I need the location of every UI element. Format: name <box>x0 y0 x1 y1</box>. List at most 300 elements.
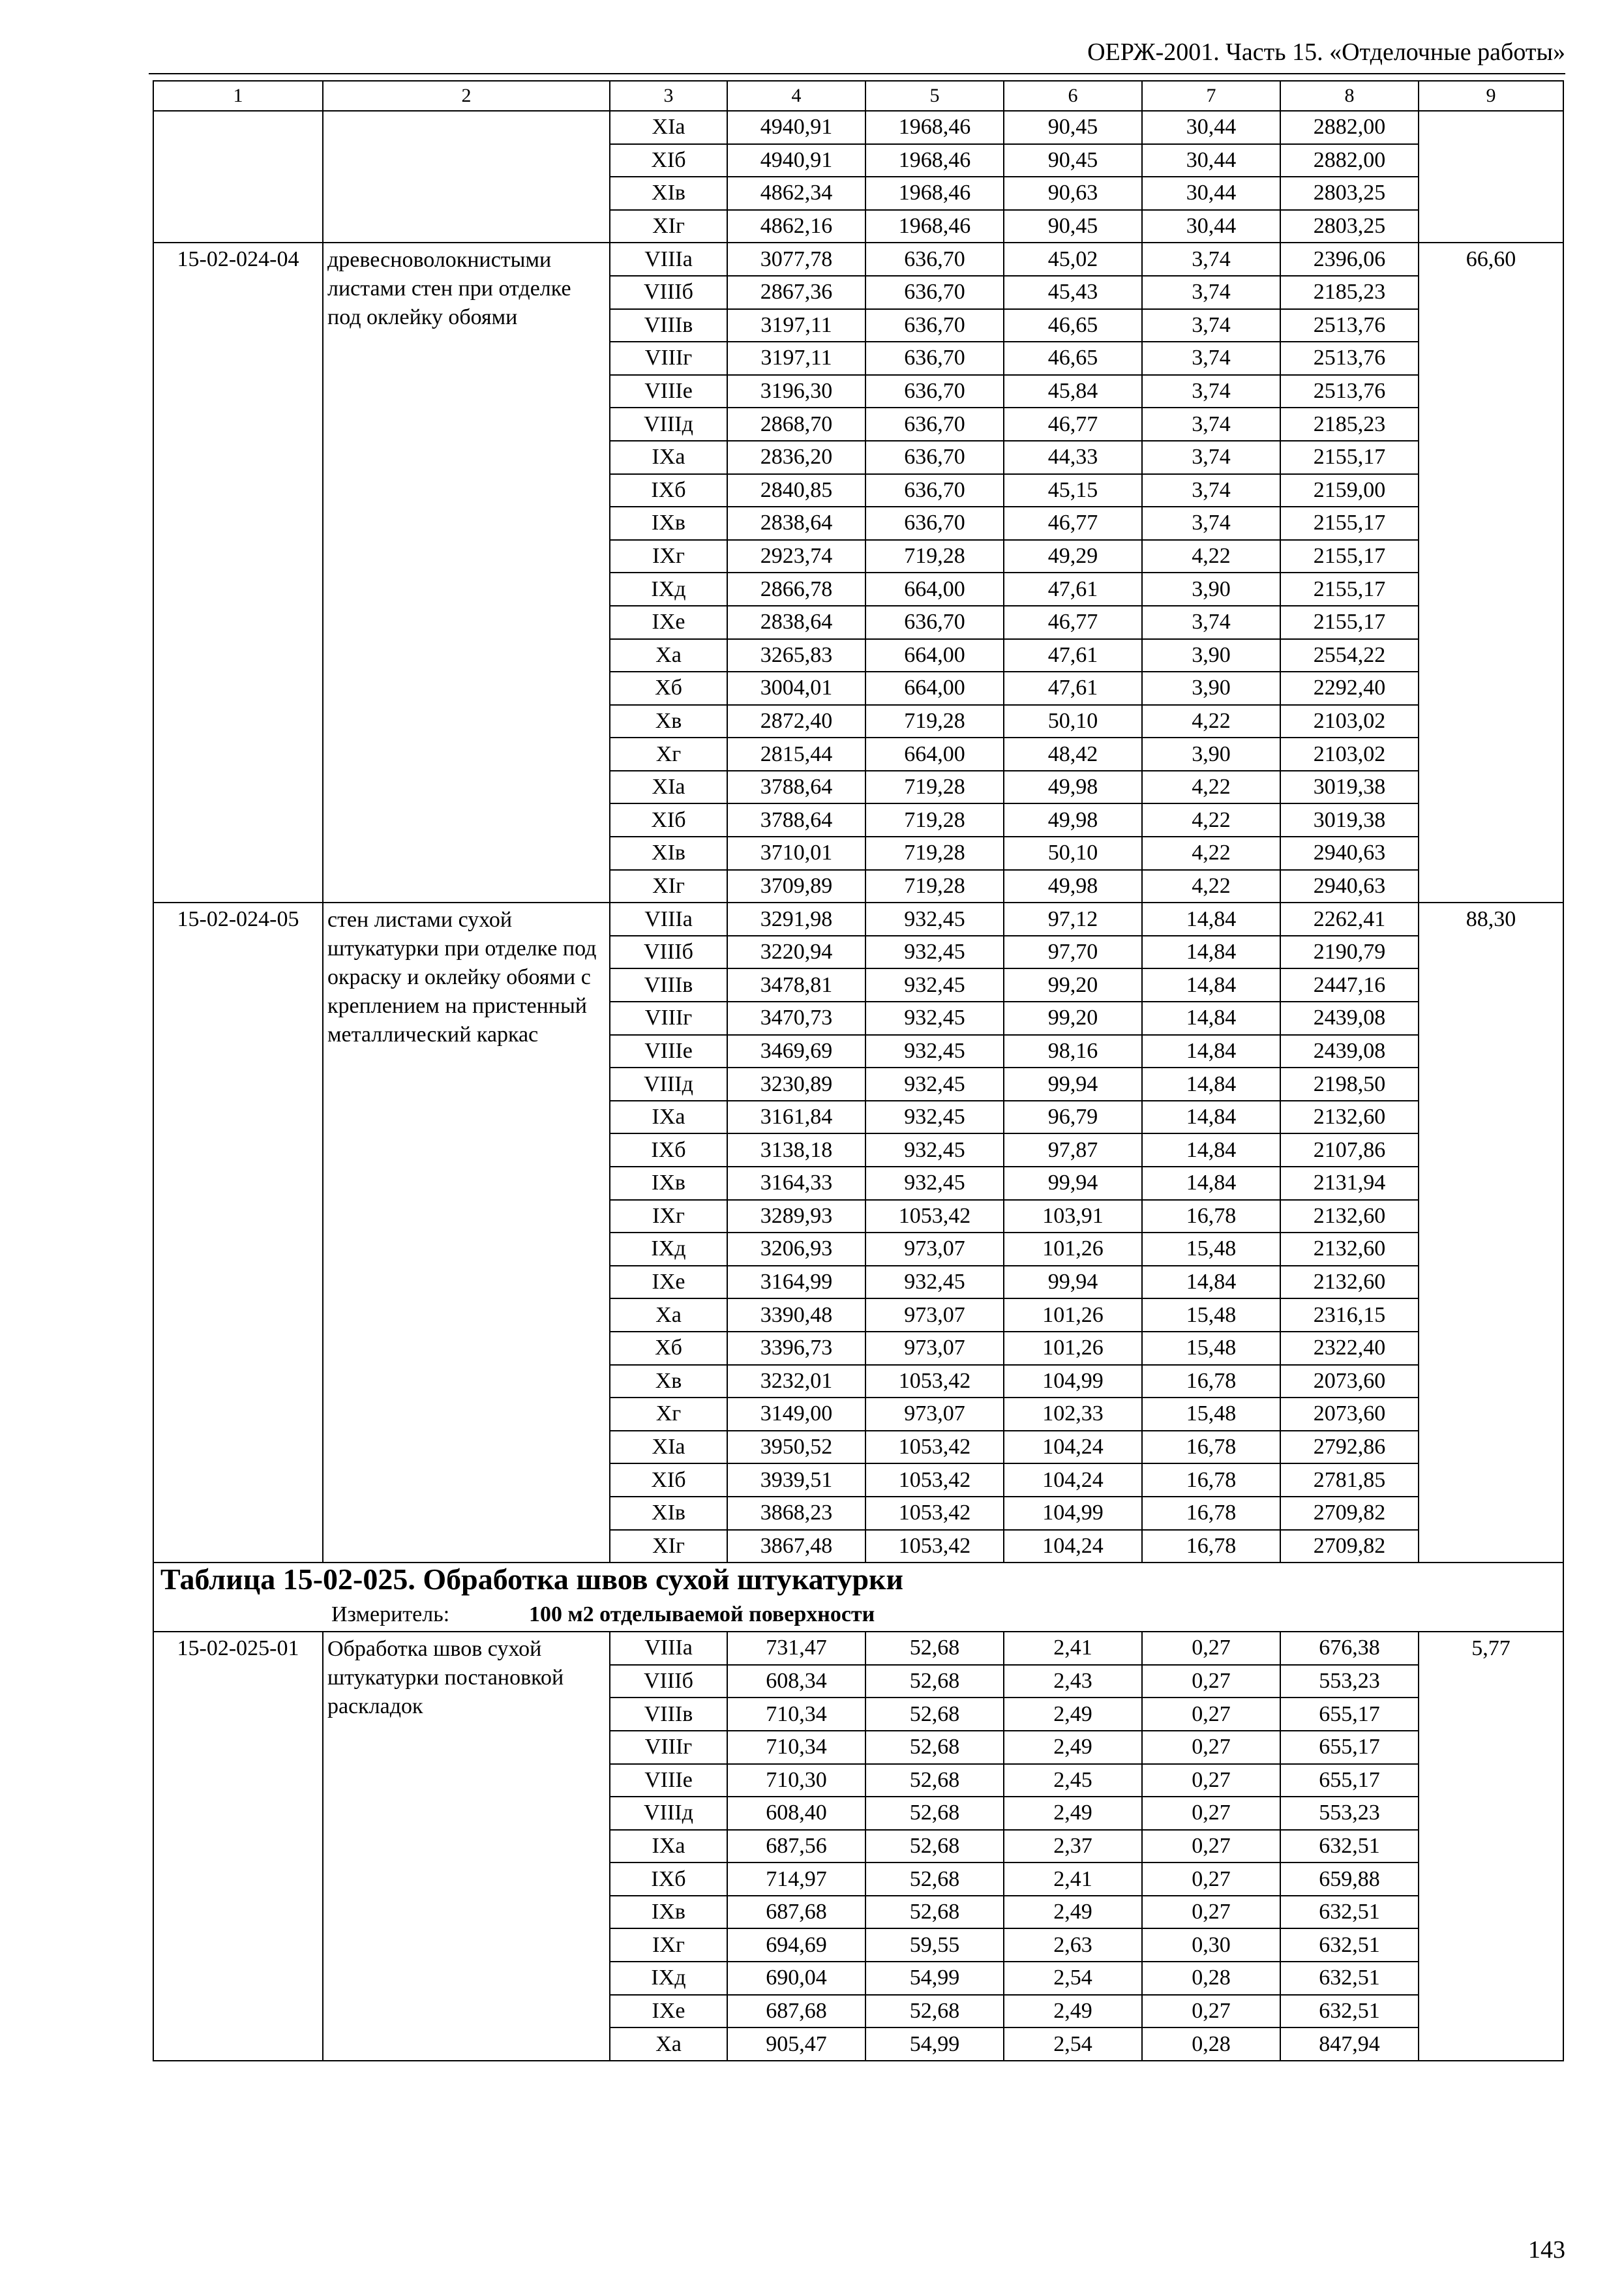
machine-cost-cell: 47,61 <box>1004 639 1142 672</box>
zone-cell: VIIIе <box>610 375 727 408</box>
materials-cost-cell: 655,17 <box>1280 1764 1419 1797</box>
zone-cell: VIIIд <box>610 1068 727 1101</box>
header-rule <box>149 73 1565 74</box>
materials-cost-cell: 2781,85 <box>1280 1463 1419 1497</box>
machine-cost-cell: 50,10 <box>1004 705 1142 738</box>
materials-cost-cell: 632,51 <box>1280 1995 1419 2028</box>
zone-cell: IXб <box>610 1133 727 1167</box>
labor-cost-cell: 973,07 <box>865 1332 1004 1365</box>
operator-wage-cell: 4,22 <box>1142 870 1280 903</box>
total-cost-cell: 3138,18 <box>727 1133 865 1167</box>
zone-cell: XIб <box>610 144 727 177</box>
zone-cell: Xа <box>610 1298 727 1332</box>
machine-cost-cell: 90,45 <box>1004 210 1142 243</box>
zone-cell: VIIIа <box>610 1632 727 1665</box>
total-cost-cell: 3196,30 <box>727 375 865 408</box>
operator-wage-cell: 16,78 <box>1142 1365 1280 1398</box>
zone-cell: Xв <box>610 705 727 738</box>
materials-cost-cell: 2103,02 <box>1280 738 1419 771</box>
operator-wage-cell: 30,44 <box>1142 177 1280 210</box>
column-number: 4 <box>727 81 865 111</box>
machine-cost-cell: 2,49 <box>1004 1731 1142 1764</box>
operator-wage-cell: 3,74 <box>1142 606 1280 639</box>
zone-cell: IXв <box>610 1896 727 1929</box>
rate-code: 15-02-024-05 <box>153 903 323 1563</box>
operator-wage-cell: 16,78 <box>1142 1497 1280 1530</box>
materials-cost-cell: 2882,00 <box>1280 144 1419 177</box>
labor-cost-cell: 636,70 <box>865 507 1004 540</box>
total-cost-cell: 687,68 <box>727 1896 865 1929</box>
machine-cost-cell: 97,70 <box>1004 936 1142 969</box>
labor-cost-cell: 932,45 <box>865 903 1004 936</box>
labor-cost-cell: 932,45 <box>865 1002 1004 1035</box>
total-cost-cell: 2923,74 <box>727 540 865 573</box>
operator-wage-cell: 4,22 <box>1142 771 1280 804</box>
materials-cost-cell: 2262,41 <box>1280 903 1419 936</box>
zone-cell: IXе <box>610 1995 727 2028</box>
operator-wage-cell: 14,84 <box>1142 1266 1280 1299</box>
machine-cost-cell: 101,26 <box>1004 1233 1142 1266</box>
machine-cost-cell: 2,41 <box>1004 1632 1142 1665</box>
zone-cell: XIг <box>610 210 727 243</box>
materials-cost-cell: 2103,02 <box>1280 705 1419 738</box>
operator-wage-cell: 0,27 <box>1142 1698 1280 1731</box>
machine-cost-cell: 96,79 <box>1004 1101 1142 1134</box>
labor-cost-cell: 1968,46 <box>865 177 1004 210</box>
total-cost-cell: 2872,40 <box>727 705 865 738</box>
materials-cost-cell: 2131,94 <box>1280 1167 1419 1200</box>
materials-cost-cell: 632,51 <box>1280 1962 1419 1995</box>
materials-cost-cell: 2107,86 <box>1280 1133 1419 1167</box>
machine-cost-cell: 97,87 <box>1004 1133 1142 1167</box>
labor-cost-cell: 932,45 <box>865 1266 1004 1299</box>
materials-cost-cell: 2439,08 <box>1280 1002 1419 1035</box>
total-cost-cell: 3868,23 <box>727 1497 865 1530</box>
materials-cost-cell: 2155,17 <box>1280 606 1419 639</box>
total-cost-cell: 687,56 <box>727 1830 865 1863</box>
labor-cost-cell: 932,45 <box>865 968 1004 1002</box>
operator-wage-cell: 14,84 <box>1142 1167 1280 1200</box>
labor-cost-cell: 932,45 <box>865 936 1004 969</box>
labor-cost-cell: 664,00 <box>865 672 1004 705</box>
materials-cost-cell: 659,88 <box>1280 1863 1419 1896</box>
zone-cell: VIIIе <box>610 1035 727 1068</box>
page-header: ОЕРЖ-2001. Часть 15. «Отделочные работы» <box>1087 38 1565 66</box>
labor-cost-cell: 1053,42 <box>865 1497 1004 1530</box>
machine-cost-cell: 103,91 <box>1004 1200 1142 1233</box>
labor-cost-cell: 59,55 <box>865 1928 1004 1962</box>
table-row <box>153 243 1563 276</box>
total-cost-cell: 3788,64 <box>727 803 865 837</box>
total-cost-cell: 687,68 <box>727 1995 865 2028</box>
zone-cell: IXд <box>610 1962 727 1995</box>
materials-cost-cell: 2132,60 <box>1280 1101 1419 1134</box>
materials-cost-cell: 2198,50 <box>1280 1068 1419 1101</box>
machine-cost-cell: 46,65 <box>1004 342 1142 375</box>
operator-wage-cell: 0,28 <box>1142 2027 1280 2061</box>
labor-cost-cell: 636,70 <box>865 342 1004 375</box>
materials-cost-cell: 2316,15 <box>1280 1298 1419 1332</box>
operator-wage-cell: 3,74 <box>1142 507 1280 540</box>
labor-cost-cell: 1053,42 <box>865 1365 1004 1398</box>
materials-cost-cell: 2185,23 <box>1280 408 1419 441</box>
total-cost-cell: 3390,48 <box>727 1298 865 1332</box>
rate-code <box>153 111 323 243</box>
rate-code: 15-02-025-01 <box>153 1632 323 2061</box>
table-row <box>153 903 1563 936</box>
total-cost-cell: 3232,01 <box>727 1365 865 1398</box>
materials-cost-cell: 2073,60 <box>1280 1398 1419 1431</box>
operator-wage-cell: 14,84 <box>1142 903 1280 936</box>
operator-wage-cell: 0,27 <box>1142 1896 1280 1929</box>
zone-cell: XIа <box>610 771 727 804</box>
machine-cost-cell: 44,33 <box>1004 441 1142 474</box>
labor-cost-cell: 719,28 <box>865 870 1004 903</box>
labor-cost-cell: 664,00 <box>865 639 1004 672</box>
zone-cell: IXе <box>610 606 727 639</box>
operator-wage-cell: 0,27 <box>1142 1665 1280 1698</box>
operator-wage-cell: 3,90 <box>1142 573 1280 606</box>
zone-cell: IXв <box>610 507 727 540</box>
machine-cost-cell: 45,02 <box>1004 243 1142 276</box>
labor-cost-cell: 973,07 <box>865 1398 1004 1431</box>
rate-description: стен листами сухой штукатурки при отделке под окраску и оклейку обоями с креплением на пристенный металлический каркас <box>323 903 610 1563</box>
total-cost-cell: 905,47 <box>727 2027 865 2061</box>
total-cost-cell: 3469,69 <box>727 1035 865 1068</box>
labor-cost-cell: 636,70 <box>865 441 1004 474</box>
total-cost-cell: 608,34 <box>727 1665 865 1698</box>
zone-cell: VIIIд <box>610 408 727 441</box>
total-cost-cell: 3161,84 <box>727 1101 865 1134</box>
column-number-row <box>153 81 1563 111</box>
machine-cost-cell: 2,45 <box>1004 1764 1142 1797</box>
machine-cost-cell: 2,54 <box>1004 1962 1142 1995</box>
machine-cost-cell: 49,98 <box>1004 803 1142 837</box>
materials-cost-cell: 2803,25 <box>1280 177 1419 210</box>
labor-cost-cell: 52,68 <box>865 1764 1004 1797</box>
materials-cost-cell: 676,38 <box>1280 1632 1419 1665</box>
zone-cell: IXе <box>610 1266 727 1299</box>
operator-wage-cell: 3,74 <box>1142 243 1280 276</box>
zone-cell: XIб <box>610 1463 727 1497</box>
zone-cell: VIIIг <box>610 342 727 375</box>
table-title-row <box>153 1563 1563 1632</box>
column-number: 7 <box>1142 81 1280 111</box>
machine-cost-cell: 45,84 <box>1004 375 1142 408</box>
materials-cost-cell: 2709,82 <box>1280 1530 1419 1563</box>
machine-cost-cell: 99,20 <box>1004 968 1142 1002</box>
operator-wage-cell: 16,78 <box>1142 1200 1280 1233</box>
labor-hours-cell: 88,30 <box>1419 903 1563 1563</box>
zone-cell: IXв <box>610 1167 727 1200</box>
materials-cost-cell: 2513,76 <box>1280 342 1419 375</box>
materials-cost-cell: 2792,86 <box>1280 1431 1419 1464</box>
zone-cell: IXг <box>610 1200 727 1233</box>
zone-cell: Xа <box>610 639 727 672</box>
labor-cost-cell: 52,68 <box>865 1698 1004 1731</box>
labor-cost-cell: 636,70 <box>865 243 1004 276</box>
zone-cell: XIб <box>610 803 727 837</box>
total-cost-cell: 3197,11 <box>727 342 865 375</box>
materials-cost-cell: 2190,79 <box>1280 936 1419 969</box>
materials-cost-cell: 2155,17 <box>1280 573 1419 606</box>
machine-cost-cell: 2,49 <box>1004 1797 1142 1830</box>
operator-wage-cell: 15,48 <box>1142 1398 1280 1431</box>
machine-cost-cell: 90,45 <box>1004 144 1142 177</box>
operator-wage-cell: 3,90 <box>1142 672 1280 705</box>
total-cost-cell: 3206,93 <box>727 1233 865 1266</box>
machine-cost-cell: 104,99 <box>1004 1497 1142 1530</box>
operator-wage-cell: 14,84 <box>1142 1133 1280 1167</box>
operator-wage-cell: 0,27 <box>1142 1797 1280 1830</box>
labor-cost-cell: 932,45 <box>865 1167 1004 1200</box>
materials-cost-cell: 2155,17 <box>1280 441 1419 474</box>
labor-cost-cell: 719,28 <box>865 771 1004 804</box>
total-cost-cell: 3950,52 <box>727 1431 865 1464</box>
machine-cost-cell: 48,42 <box>1004 738 1142 771</box>
zone-cell: IXг <box>610 1928 727 1962</box>
operator-wage-cell: 3,74 <box>1142 309 1280 342</box>
total-cost-cell: 3709,89 <box>727 870 865 903</box>
machine-cost-cell: 104,24 <box>1004 1530 1142 1563</box>
machine-cost-cell: 46,77 <box>1004 606 1142 639</box>
materials-cost-cell: 553,23 <box>1280 1665 1419 1698</box>
zone-cell: VIIIв <box>610 1698 727 1731</box>
machine-cost-cell: 49,98 <box>1004 771 1142 804</box>
table-title-cell <box>153 1563 1563 1632</box>
zone-cell: Xв <box>610 1365 727 1398</box>
labor-cost-cell: 719,28 <box>865 705 1004 738</box>
total-cost-cell: 3289,93 <box>727 1200 865 1233</box>
labor-cost-cell: 664,00 <box>865 573 1004 606</box>
total-cost-cell: 3470,73 <box>727 1002 865 1035</box>
operator-wage-cell: 30,44 <box>1142 111 1280 144</box>
machine-cost-cell: 99,94 <box>1004 1068 1142 1101</box>
rate-description: Обработка швов сухой штукатурки постановкой раскладок <box>323 1632 610 2061</box>
materials-cost-cell: 2073,60 <box>1280 1365 1419 1398</box>
operator-wage-cell: 14,84 <box>1142 1068 1280 1101</box>
operator-wage-cell: 3,74 <box>1142 276 1280 309</box>
machine-cost-cell: 2,43 <box>1004 1665 1142 1698</box>
total-cost-cell: 3164,33 <box>727 1167 865 1200</box>
zone-cell: VIIIа <box>610 243 727 276</box>
column-number: 6 <box>1004 81 1142 111</box>
total-cost-cell: 3788,64 <box>727 771 865 804</box>
total-cost-cell: 4940,91 <box>727 111 865 144</box>
zone-cell: IXа <box>610 1101 727 1134</box>
machine-cost-cell: 98,16 <box>1004 1035 1142 1068</box>
zone-cell: VIIIе <box>610 1764 727 1797</box>
operator-wage-cell: 3,74 <box>1142 441 1280 474</box>
total-cost-cell: 3396,73 <box>727 1332 865 1365</box>
zone-cell: IXа <box>610 1830 727 1863</box>
total-cost-cell: 3939,51 <box>727 1463 865 1497</box>
materials-cost-cell: 2292,40 <box>1280 672 1419 705</box>
operator-wage-cell: 4,22 <box>1142 705 1280 738</box>
labor-cost-cell: 636,70 <box>865 606 1004 639</box>
machine-cost-cell: 99,20 <box>1004 1002 1142 1035</box>
column-number: 2 <box>323 81 610 111</box>
zone-cell: VIIIа <box>610 903 727 936</box>
column-number: 9 <box>1419 81 1563 111</box>
column-number: 8 <box>1280 81 1419 111</box>
labor-cost-cell: 1968,46 <box>865 144 1004 177</box>
machine-cost-cell: 102,33 <box>1004 1398 1142 1431</box>
operator-wage-cell: 30,44 <box>1142 144 1280 177</box>
zone-cell: VIIIб <box>610 936 727 969</box>
machine-cost-cell: 46,65 <box>1004 309 1142 342</box>
total-cost-cell: 2838,64 <box>727 606 865 639</box>
rate-description: древесноволокнистыми листами стен при отделке под оклейку обоями <box>323 243 610 903</box>
total-cost-cell: 3867,48 <box>727 1530 865 1563</box>
materials-cost-cell: 847,94 <box>1280 2027 1419 2061</box>
zone-cell: XIа <box>610 111 727 144</box>
materials-cost-cell: 2882,00 <box>1280 111 1419 144</box>
unit-value: 100 м2 отделываемой поверхности <box>529 1602 875 1627</box>
labor-cost-cell: 1968,46 <box>865 111 1004 144</box>
operator-wage-cell: 14,84 <box>1142 936 1280 969</box>
materials-cost-cell: 2132,60 <box>1280 1233 1419 1266</box>
operator-wage-cell: 4,22 <box>1142 540 1280 573</box>
materials-cost-cell: 2940,63 <box>1280 870 1419 903</box>
machine-cost-cell: 49,29 <box>1004 540 1142 573</box>
materials-cost-cell: 2554,22 <box>1280 639 1419 672</box>
machine-cost-cell: 2,63 <box>1004 1928 1142 1962</box>
labor-cost-cell: 636,70 <box>865 309 1004 342</box>
labor-cost-cell: 52,68 <box>865 1632 1004 1665</box>
zone-cell: Xа <box>610 2027 727 2061</box>
machine-cost-cell: 2,49 <box>1004 1698 1142 1731</box>
materials-cost-cell: 2396,06 <box>1280 243 1419 276</box>
zone-cell: IXд <box>610 1233 727 1266</box>
labor-cost-cell: 973,07 <box>865 1298 1004 1332</box>
labor-cost-cell: 932,45 <box>865 1133 1004 1167</box>
materials-cost-cell: 632,51 <box>1280 1896 1419 1929</box>
unit-label: Измеритель: <box>331 1602 450 1627</box>
materials-cost-cell: 2439,08 <box>1280 1035 1419 1068</box>
operator-wage-cell: 3,74 <box>1142 474 1280 507</box>
machine-cost-cell: 99,94 <box>1004 1167 1142 1200</box>
operator-wage-cell: 0,27 <box>1142 1863 1280 1896</box>
materials-cost-cell: 553,23 <box>1280 1797 1419 1830</box>
materials-cost-cell: 2132,60 <box>1280 1266 1419 1299</box>
operator-wage-cell: 15,48 <box>1142 1298 1280 1332</box>
labor-cost-cell: 1053,42 <box>865 1431 1004 1464</box>
materials-cost-cell: 2803,25 <box>1280 210 1419 243</box>
total-cost-cell: 2840,85 <box>727 474 865 507</box>
machine-cost-cell: 2,41 <box>1004 1863 1142 1896</box>
page-number: 143 <box>1528 2236 1565 2264</box>
total-cost-cell: 3265,83 <box>727 639 865 672</box>
operator-wage-cell: 3,74 <box>1142 408 1280 441</box>
total-cost-cell: 4862,16 <box>727 210 865 243</box>
labor-cost-cell: 932,45 <box>865 1101 1004 1134</box>
materials-cost-cell: 2513,76 <box>1280 309 1419 342</box>
total-cost-cell: 4940,91 <box>727 144 865 177</box>
operator-wage-cell: 0,27 <box>1142 1830 1280 1863</box>
rates-table <box>153 80 1564 2061</box>
zone-cell: VIIIг <box>610 1002 727 1035</box>
zone-cell: IXб <box>610 1863 727 1896</box>
operator-wage-cell: 3,74 <box>1142 342 1280 375</box>
labor-cost-cell: 636,70 <box>865 375 1004 408</box>
zone-cell: XIв <box>610 837 727 870</box>
machine-cost-cell: 2,49 <box>1004 1995 1142 2028</box>
total-cost-cell: 710,34 <box>727 1698 865 1731</box>
machine-cost-cell: 45,43 <box>1004 276 1142 309</box>
materials-cost-cell: 2447,16 <box>1280 968 1419 1002</box>
materials-cost-cell: 632,51 <box>1280 1830 1419 1863</box>
machine-cost-cell: 90,63 <box>1004 177 1142 210</box>
total-cost-cell: 2815,44 <box>727 738 865 771</box>
labor-cost-cell: 52,68 <box>865 1797 1004 1830</box>
total-cost-cell: 2867,36 <box>727 276 865 309</box>
materials-cost-cell: 2940,63 <box>1280 837 1419 870</box>
operator-wage-cell: 3,90 <box>1142 738 1280 771</box>
table-body <box>153 81 1563 2061</box>
materials-cost-cell: 2322,40 <box>1280 1332 1419 1365</box>
labor-cost-cell: 52,68 <box>865 1731 1004 1764</box>
zone-cell: XIв <box>610 177 727 210</box>
materials-cost-cell: 2513,76 <box>1280 375 1419 408</box>
zone-cell: XIг <box>610 870 727 903</box>
machine-cost-cell: 90,45 <box>1004 111 1142 144</box>
materials-cost-cell: 2159,00 <box>1280 474 1419 507</box>
labor-cost-cell: 719,28 <box>865 803 1004 837</box>
machine-cost-cell: 49,98 <box>1004 870 1142 903</box>
zone-cell: XIв <box>610 1497 727 1530</box>
total-cost-cell: 3197,11 <box>727 309 865 342</box>
operator-wage-cell: 30,44 <box>1142 210 1280 243</box>
operator-wage-cell: 4,22 <box>1142 803 1280 837</box>
zone-cell: IXб <box>610 474 727 507</box>
zone-cell: Xб <box>610 672 727 705</box>
zone-cell: VIIIб <box>610 276 727 309</box>
zone-cell: VIIIб <box>610 1665 727 1698</box>
materials-cost-cell: 3019,38 <box>1280 771 1419 804</box>
machine-cost-cell: 104,24 <box>1004 1463 1142 1497</box>
operator-wage-cell: 14,84 <box>1142 1002 1280 1035</box>
labor-cost-cell: 1053,42 <box>865 1200 1004 1233</box>
machine-cost-cell: 104,24 <box>1004 1431 1142 1464</box>
zone-cell: VIIIв <box>610 309 727 342</box>
operator-wage-cell: 14,84 <box>1142 968 1280 1002</box>
labor-hours-cell: 66,60 <box>1419 243 1563 903</box>
labor-hours-cell: 5,77 <box>1419 1632 1563 2061</box>
labor-cost-cell: 52,68 <box>865 1830 1004 1863</box>
machine-cost-cell: 2,49 <box>1004 1896 1142 1929</box>
labor-cost-cell: 54,99 <box>865 2027 1004 2061</box>
operator-wage-cell: 0,27 <box>1142 1995 1280 2028</box>
total-cost-cell: 3164,99 <box>727 1266 865 1299</box>
labor-cost-cell: 1053,42 <box>865 1463 1004 1497</box>
total-cost-cell: 710,34 <box>727 1731 865 1764</box>
zone-cell: Xг <box>610 1398 727 1431</box>
labor-cost-cell: 1053,42 <box>865 1530 1004 1563</box>
column-number: 1 <box>153 81 323 111</box>
column-number: 5 <box>865 81 1004 111</box>
labor-cost-cell: 932,45 <box>865 1068 1004 1101</box>
operator-wage-cell: 0,27 <box>1142 1764 1280 1797</box>
materials-cost-cell: 2132,60 <box>1280 1200 1419 1233</box>
materials-cost-cell: 2155,17 <box>1280 507 1419 540</box>
total-cost-cell: 2838,64 <box>727 507 865 540</box>
labor-cost-cell: 52,68 <box>865 1665 1004 1698</box>
machine-cost-cell: 101,26 <box>1004 1332 1142 1365</box>
labor-cost-cell: 719,28 <box>865 540 1004 573</box>
table-title: Таблица 15-02-025. Обработка швов сухой штукатурки <box>160 1563 904 1596</box>
total-cost-cell: 2866,78 <box>727 573 865 606</box>
